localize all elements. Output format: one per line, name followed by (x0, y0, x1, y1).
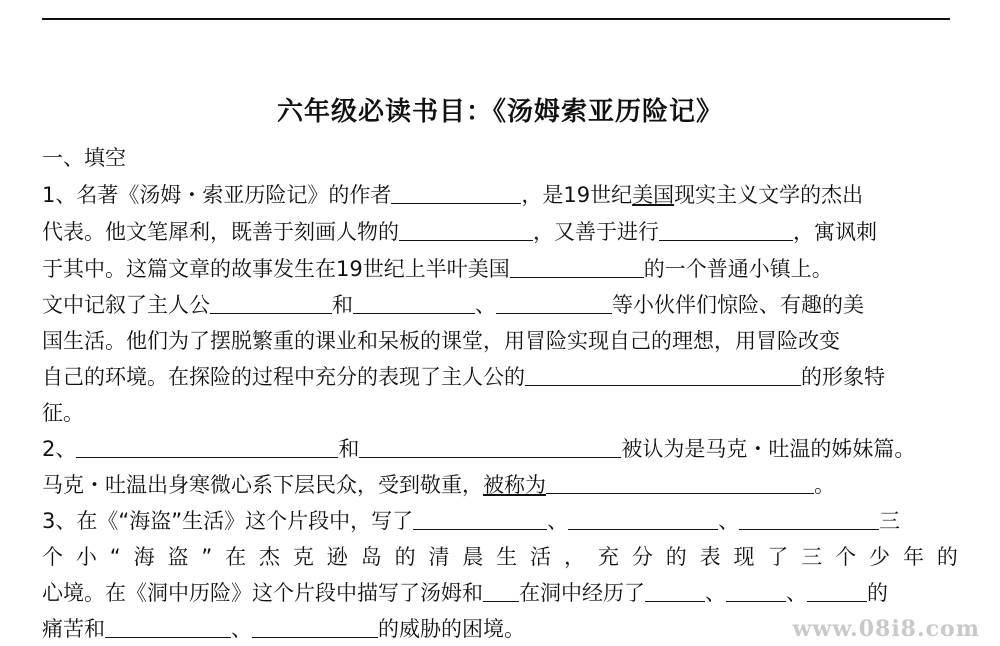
q3-line-3 (42, 578, 888, 608)
q3-char: 的 (665, 545, 687, 569)
q3-char: 清 (428, 545, 450, 569)
q2-text: 。 (814, 473, 835, 497)
blank-author[interactable] (391, 181, 521, 204)
q3-char: 的 (394, 545, 416, 569)
q3-char: 个 (42, 545, 63, 569)
q3-char: 在 (225, 545, 247, 569)
q3-char: 生 (496, 545, 518, 569)
q3-char: ” (201, 545, 213, 569)
q1-text: 文中记叙了主人公 (42, 293, 210, 317)
q3-char: 盗 (167, 545, 189, 569)
blank-character[interactable] (399, 218, 533, 241)
q1-text: 1、名著《汤姆・索亚历险记》的作者 (42, 183, 392, 207)
blank-friend-1[interactable] (353, 291, 475, 314)
blank-companion[interactable] (483, 579, 519, 602)
q3-char: 逊 (326, 545, 348, 569)
blank-book-2[interactable] (359, 435, 621, 458)
q3-text: 心境。在《洞中历险》这个片段中描写了汤姆和 (42, 581, 483, 605)
header-rule (42, 18, 950, 20)
q1-text: ，又善于进行 (533, 220, 659, 244)
q1-text: 现实主义文学的杰出 (674, 183, 864, 207)
q1-text: 于其中。这篇文章的故事发生在19世纪上半叶美国 (42, 257, 510, 281)
q1-text: ，寓讽刺 (793, 220, 877, 244)
q3-char: 少 (869, 545, 891, 569)
q3-char: 充 (597, 545, 619, 569)
q1-line-1 (42, 180, 863, 210)
q3-char: 海 (133, 545, 155, 569)
blank-scene-1[interactable] (413, 507, 547, 530)
q2-text: 和 (338, 437, 360, 461)
blank-threat-2[interactable] (252, 615, 378, 638)
q3-char: 的 (936, 545, 958, 569)
q1-line-6 (42, 362, 885, 392)
q3-text: 三 (879, 509, 901, 533)
q3-text: 的 (867, 581, 888, 605)
q1-line-5: 国生活。他们为了摆脱繁重的课业和呆板的课堂，用冒险实现自己的理想，用冒险改变 (42, 329, 840, 353)
blank-image[interactable] (525, 363, 801, 386)
q3-line-4 (42, 614, 525, 644)
blank-scene-2[interactable] (568, 507, 718, 530)
q3-char: “ (109, 545, 121, 569)
q3-char: 小 (75, 545, 97, 569)
q1-text-underlined: 美国 (632, 183, 675, 207)
blank-threat-1[interactable] (105, 615, 231, 638)
q3-char: 表 (699, 545, 721, 569)
q3-text: 、 (718, 509, 740, 533)
blank-ordeal-3[interactable] (807, 579, 867, 602)
q2-line-1 (42, 434, 915, 464)
q3-char: 三 (801, 545, 823, 569)
q2-text: 2、 (42, 437, 77, 461)
q1-text: 的一个普通小镇上。 (643, 257, 833, 281)
blank-region[interactable] (510, 255, 644, 278)
q1-text: 的形象特 (801, 365, 885, 389)
q3-text: 、 (786, 581, 807, 605)
q3-char: ， (564, 545, 586, 569)
q1-text: ，是19世纪 (521, 183, 633, 207)
q3-text: 、 (547, 509, 569, 533)
q3-text: 、 (705, 581, 726, 605)
q1-line-4 (42, 290, 864, 320)
q2-line-2 (42, 470, 835, 500)
q3-text: 痛苦和 (42, 617, 105, 641)
q3-char: 克 (292, 545, 314, 569)
blank-technique[interactable] (659, 218, 793, 241)
q1-line-7: 征。 (42, 401, 84, 425)
blank-protagonist[interactable] (210, 291, 332, 314)
blank-title[interactable] (546, 471, 814, 494)
q1-text: 等小伙伴们惊险、有趣的美 (612, 293, 864, 317)
q3-char: 岛 (360, 545, 382, 569)
q3-char: 活 (530, 545, 552, 569)
q1-text: 、 (475, 293, 496, 317)
q3-char: 分 (631, 545, 653, 569)
blank-book-1[interactable] (76, 435, 338, 458)
q1-line-2 (42, 217, 877, 247)
q3-char: 现 (733, 545, 755, 569)
q3-text: 、 (231, 617, 252, 641)
q2-text: 马克・吐温出身寒微心系下层民众，受到敬重， (42, 473, 483, 497)
q3-char: 杰 (259, 545, 281, 569)
q2-text: 被认为是马克・吐温的姊妹篇。 (621, 437, 916, 461)
q3-line-1 (42, 506, 900, 536)
watermark: www.08i8.com (792, 616, 980, 642)
q3-text: 在洞中经历了 (519, 581, 645, 605)
q3-text: 3、在《“海盗”生活》这个片段中，写了 (42, 509, 414, 533)
q1-text: 代表。他文笔犀利，既善于刻画人物的 (42, 220, 399, 244)
q1-text: 和 (332, 293, 353, 317)
blank-friend-2[interactable] (496, 291, 612, 314)
q3-char: 个 (835, 545, 857, 569)
blank-ordeal-1[interactable] (645, 579, 705, 602)
q2-text-underlined: 被称为 (483, 473, 546, 497)
section-heading: 一、填空 (42, 146, 126, 170)
q3-text: 的威胁的困境。 (378, 617, 525, 641)
q3-char: 年 (902, 545, 924, 569)
blank-ordeal-2[interactable] (726, 579, 786, 602)
q1-text: 自己的环境。在探险的过程中充分的表现了主人公的 (42, 365, 525, 389)
q1-line-3 (42, 254, 833, 284)
blank-scene-3[interactable] (739, 507, 879, 530)
q3-char: 晨 (462, 545, 484, 569)
q3-line-2 (42, 542, 958, 572)
q3-char: 了 (767, 545, 789, 569)
page-title: 六年级必读书目：《汤姆索亚历险记》 (276, 97, 723, 127)
